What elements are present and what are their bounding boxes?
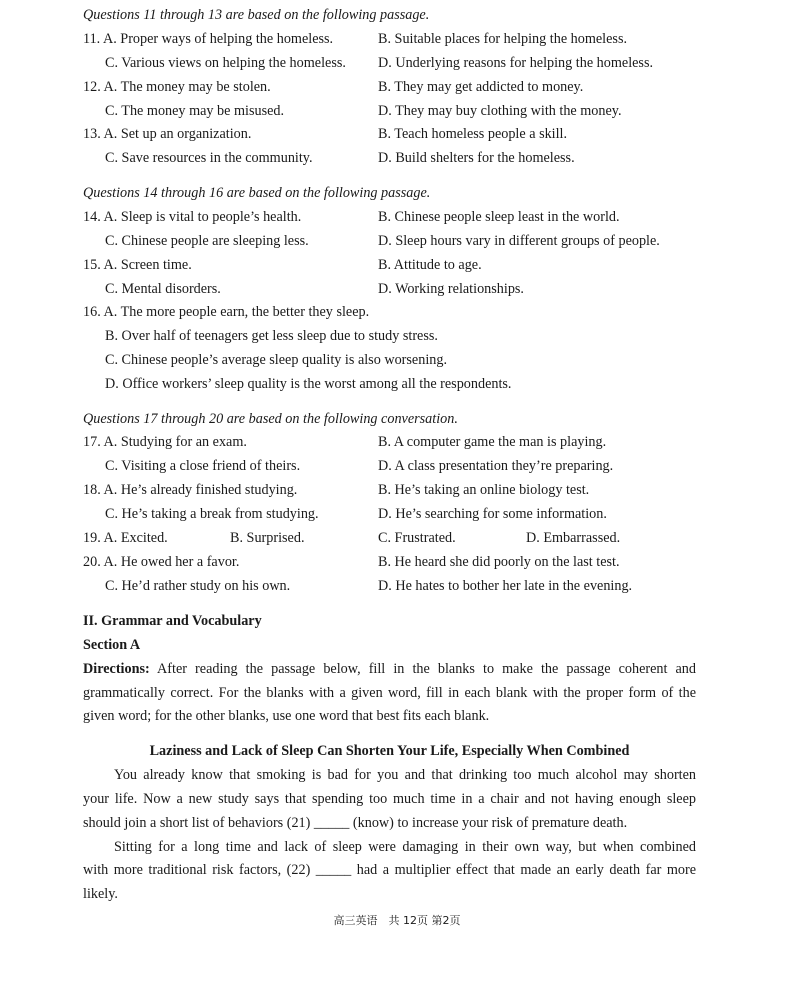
q13-option-d: D. Build shelters for the homeless. [378, 150, 575, 166]
para2-line-1: Sitting for a long time and lack of sleep were damaging in their own way, but when combined [114, 839, 696, 855]
passage-title: Laziness and Lack of Sleep Can Shorten Your Life, Especially When Combined [149, 743, 630, 759]
q19-option-c: C. Frustrated. [378, 530, 456, 546]
section-title: Section A [83, 637, 141, 653]
q12-option-b: B. They may get addicted to money. [378, 79, 584, 95]
directions-line-2: grammatically correct. For the blanks with a given word, fill in each blank with the proper form of the [83, 685, 696, 701]
q18-option-d: D. He’s searching for some information. [378, 506, 607, 522]
directions-line-1 [83, 660, 696, 678]
q16-option-c: C. Chinese people’s average sleep quality is also worsening. [105, 352, 447, 368]
q20-option-d: D. He hates to bother her late in the evening. [378, 578, 633, 594]
para1-line-3: should join a short list of behaviors (21) _____ (know) to increase your risk of premature death. [83, 815, 628, 831]
group1-header: Questions 11 through 13 are based on the following passage. [83, 7, 430, 23]
q15-option-c: C. Mental disorders. [105, 281, 221, 297]
q12-option-a: 12. A. The money may be stolen. [83, 79, 271, 95]
directions-text-1: After reading the passage below, fill in the blanks to make the passage coherent and [157, 661, 696, 677]
q14-option-a: 14. A. Sleep is vital to people’s health. [83, 209, 302, 225]
q15-option-d: D. Working relationships. [378, 281, 524, 297]
q11-option-d: D. Underlying reasons for helping the homeless. [378, 55, 654, 71]
q12-option-d: D. They may buy clothing with the money. [378, 103, 622, 119]
q20-option-c: C. He’d rather study on his own. [105, 578, 291, 594]
q20-option-a: 20. A. He owed her a favor. [83, 554, 240, 570]
q18-option-b: B. He’s taking an online biology test. [378, 482, 590, 498]
directions-line-3: given word; for the other blanks, use one word that best fits each blank. [83, 708, 490, 724]
q16-option-d: D. Office workers’ sleep quality is the worst among all the respondents. [105, 376, 512, 392]
group3-header: Questions 17 through 20 are based on the following conversation. [83, 411, 458, 427]
q16-option-a: 16. A. The more people earn, the better they sleep. [83, 304, 370, 320]
q11-option-a: 11. A. Proper ways of helping the homeless. [83, 31, 334, 47]
q14-option-d: D. Sleep hours vary in different groups of people. [378, 233, 660, 249]
para2-line-2: with more traditional risk factors, (22) _____ had a multiplier effect that made an early death far more [83, 862, 696, 878]
q17-option-d: D. A class presentation they’re preparing. [378, 458, 614, 474]
q20-option-b: B. He heard she did poorly on the last test. [378, 554, 620, 570]
para2-line-3: likely. [83, 886, 118, 902]
q17-option-b: B. A computer game the man is playing. [378, 434, 607, 450]
q12-option-c: C. The money may be misused. [105, 103, 285, 119]
q19-option-b: B. Surprised. [230, 530, 305, 546]
q11-option-b: B. Suitable places for helping the homeless. [378, 31, 628, 47]
q18-option-c: C. He’s taking a break from studying. [105, 506, 319, 522]
q14-option-b: B. Chinese people sleep least in the world. [378, 209, 620, 225]
directions-label: Directions: [83, 661, 150, 677]
q13-option-c: C. Save resources in the community. [105, 150, 313, 166]
q15-option-a: 15. A. Screen time. [83, 257, 192, 273]
q14-option-c: C. Chinese people are sleeping less. [105, 233, 309, 249]
q18-option-a: 18. A. He’s already finished studying. [83, 482, 298, 498]
group2-header: Questions 14 through 16 are based on the following passage. [83, 185, 431, 201]
q16-option-b: B. Over half of teenagers get less sleep due to study stress. [105, 328, 438, 344]
q13-option-a: 13. A. Set up an organization. [83, 126, 252, 142]
para1-line-1: You already know that smoking is bad for you and that drinking too much alcohol may shorten [114, 767, 696, 783]
q19-option-d: D. Embarrassed. [526, 530, 621, 546]
q11-option-c: C. Various views on helping the homeless. [105, 55, 346, 71]
para1-line-2: your life. Now a new study says that spending too much time in a chair and not having enough sleep [83, 791, 696, 807]
q17-option-a: 17. A. Studying for an exam. [83, 434, 247, 450]
part-title: II. Grammar and Vocabulary [83, 613, 262, 629]
q19-option-a: 19. A. Excited. [83, 530, 168, 546]
page-footer: 高三英语 共 12页 第2页 [333, 914, 461, 927]
q15-option-b: B. Attitude to age. [378, 257, 482, 273]
q17-option-c: C. Visiting a close friend of theirs. [105, 458, 301, 474]
q13-option-b: B. Teach homeless people a skill. [378, 126, 568, 142]
